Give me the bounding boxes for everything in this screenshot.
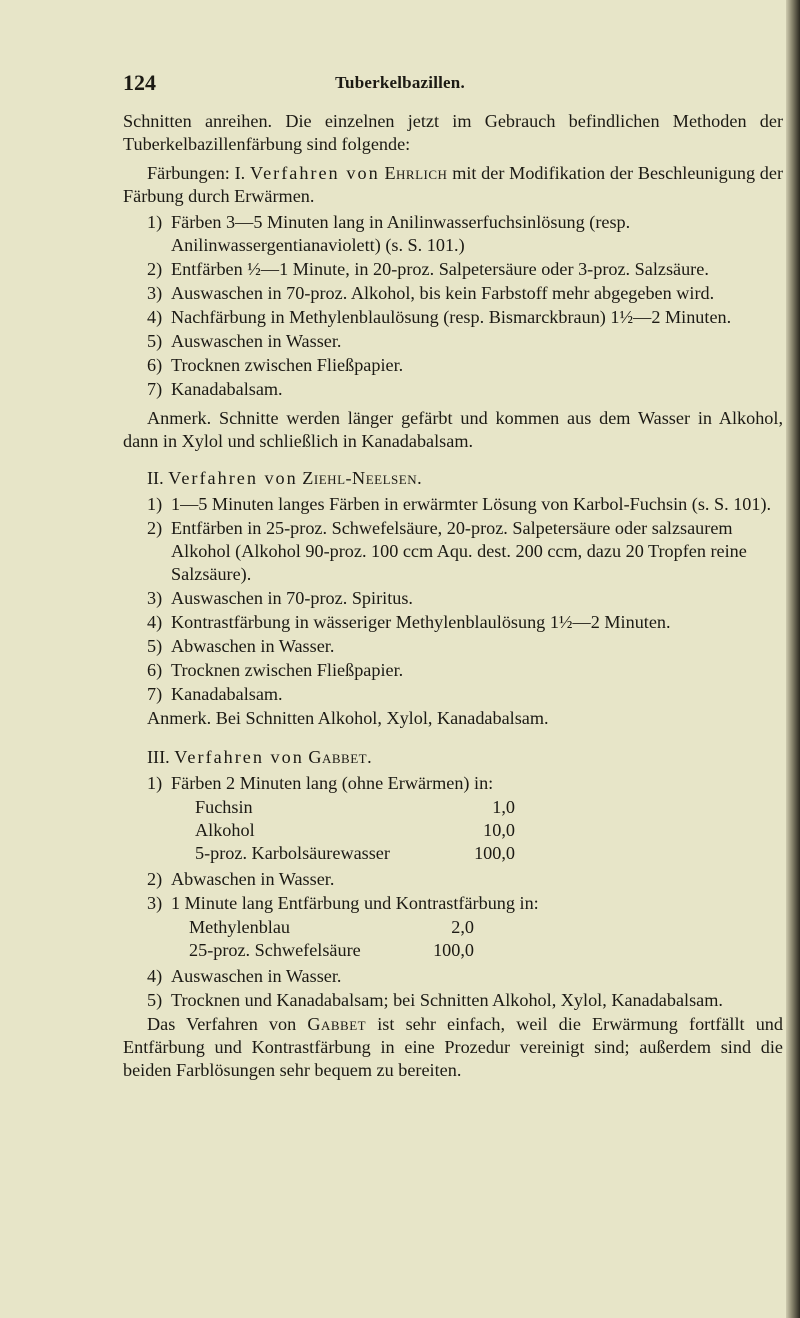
page-edge-shadow xyxy=(786,0,800,1318)
section-1-lead: Färbungen: I. xyxy=(147,163,246,183)
section-3-title: Verfahren von xyxy=(174,747,304,767)
section-3-heading xyxy=(123,746,783,769)
list-item: 5) Auswaschen in Wasser. xyxy=(147,331,342,351)
section-2-note: Anmerk. Bei Schnitten Alkohol, Xylol, Kanadabalsam. xyxy=(147,708,549,728)
page-number: 124 xyxy=(123,70,156,95)
section-1-author: Ehrlich xyxy=(384,163,448,183)
recipe-row: 25-proz. Schwefelsäure 100,0 xyxy=(189,940,474,960)
recipe-row: Alkohol 10,0 xyxy=(195,820,515,840)
closing-author: Gabbet xyxy=(307,1014,367,1034)
list-item: 6) Trocknen zwischen Fließpapier. xyxy=(147,660,404,680)
list-item: 1) Färben 2 Minuten lang (ohne Erwärmen) in: xyxy=(147,773,494,793)
list-item: 3) Auswaschen in 70-proz. Spiritus. xyxy=(147,588,413,608)
recipe-row: Methylenblau 2,0 xyxy=(189,917,474,937)
recipe-table-1 xyxy=(195,796,783,865)
section-3-author: Gabbet. xyxy=(308,747,373,767)
list-item: 2) Abwaschen in Wasser. xyxy=(147,869,335,889)
section-1-note: Anmerk. Schnitte werden länger gefärbt und kommen aus dem Wasser in Alkohol, dann in Xylol und schließlich in Kanadabalsam. xyxy=(123,408,783,451)
section-2-title: Verfahren von xyxy=(168,468,298,488)
running-title: Tuberkelbazillen. xyxy=(335,73,465,92)
section-3-steps xyxy=(123,772,783,795)
section-3-lead: III. xyxy=(147,747,170,767)
closing-paragraph: Das Verfahren von Gabbet ist sehr einfach, weil die Erwärmung fortfällt und Entfärbung und Kontrastfärbung in eine Prozedur vereinigt sind; außerdem sind die beiden Farblösungen sehr bequem zu bereiten. xyxy=(123,1014,783,1080)
section-3-steps-end xyxy=(123,965,783,1012)
list-item: 4) Nachfärbung in Methylenblaulösung (resp. Bismarckbraun) 1½—2 Minuten. xyxy=(147,307,732,327)
section-1-rest: mit der Modifikation der Beschleunigung der Färbung durch Erwärmen. xyxy=(123,163,784,206)
recipe-table-2 xyxy=(189,916,783,962)
section-1-heading xyxy=(123,162,783,208)
section-2-heading xyxy=(123,467,783,490)
section-2-steps xyxy=(123,493,783,706)
section-1-steps xyxy=(123,211,783,401)
list-item: 1) 1—5 Minuten langes Färben in erwärmter Lösung von Karbol-Fuchsin (s. S. 101). xyxy=(147,494,772,514)
section-2-author: Ziehl-Neelsen. xyxy=(302,468,423,488)
list-item: 4) Auswaschen in Wasser. xyxy=(147,966,342,986)
list-item: 2) Entfärben in 25-proz. Schwefelsäure, 20-proz. Salpetersäure oder salzsaurem Alkohol (Alkohol 90-proz. 100 ccm Aqu. dest. 200 ccm, dazu 20 Tropfen reine Salzsäure). xyxy=(147,518,747,584)
section-3-steps-cont xyxy=(123,868,783,915)
recipe-row: 5-proz. Karbolsäurewasser 100,0 xyxy=(195,843,515,863)
list-item: 5) Trocknen und Kanadabalsam; bei Schnitten Alkohol, Xylol, Kanadabalsam. xyxy=(147,990,723,1010)
section-1-title: Verfahren von xyxy=(249,163,380,183)
page-body xyxy=(123,110,783,1082)
list-item: 1) Färben 3—5 Minuten lang in Anilinwasserfuchsinlösung (resp. Anilinwassergentianaviolett) (s. S. 101.) xyxy=(147,212,631,255)
intro-paragraph: Schnitten anreihen. Die einzelnen jetzt im Gebrauch befindlichen Methoden der Tuberkelbazillenfärbung sind folgende: xyxy=(123,111,783,154)
list-item: 3) 1 Minute lang Entfärbung und Kontrastfärbung in: xyxy=(147,893,539,913)
list-item: 2) Entfärben ½—1 Minute, in 20-proz. Salpetersäure oder 3-proz. Salzsäure. xyxy=(147,259,709,279)
list-item: 5) Abwaschen in Wasser. xyxy=(147,636,335,656)
list-item: 7) Kanadabalsam. xyxy=(147,379,283,399)
list-item: 4) Kontrastfärbung in wässeriger Methylenblaulösung 1½—2 Minuten. xyxy=(147,612,671,632)
list-item: 6) Trocknen zwischen Fließpapier. xyxy=(147,355,404,375)
section-2-lead: II. xyxy=(147,468,164,488)
list-item: 3) Auswaschen in 70-proz. Alkohol, bis kein Farbstoff mehr abgegeben wird. xyxy=(147,283,715,303)
running-header xyxy=(0,70,800,94)
list-item: 7) Kanadabalsam. xyxy=(147,684,283,704)
recipe-row: Fuchsin 1,0 xyxy=(195,797,515,817)
